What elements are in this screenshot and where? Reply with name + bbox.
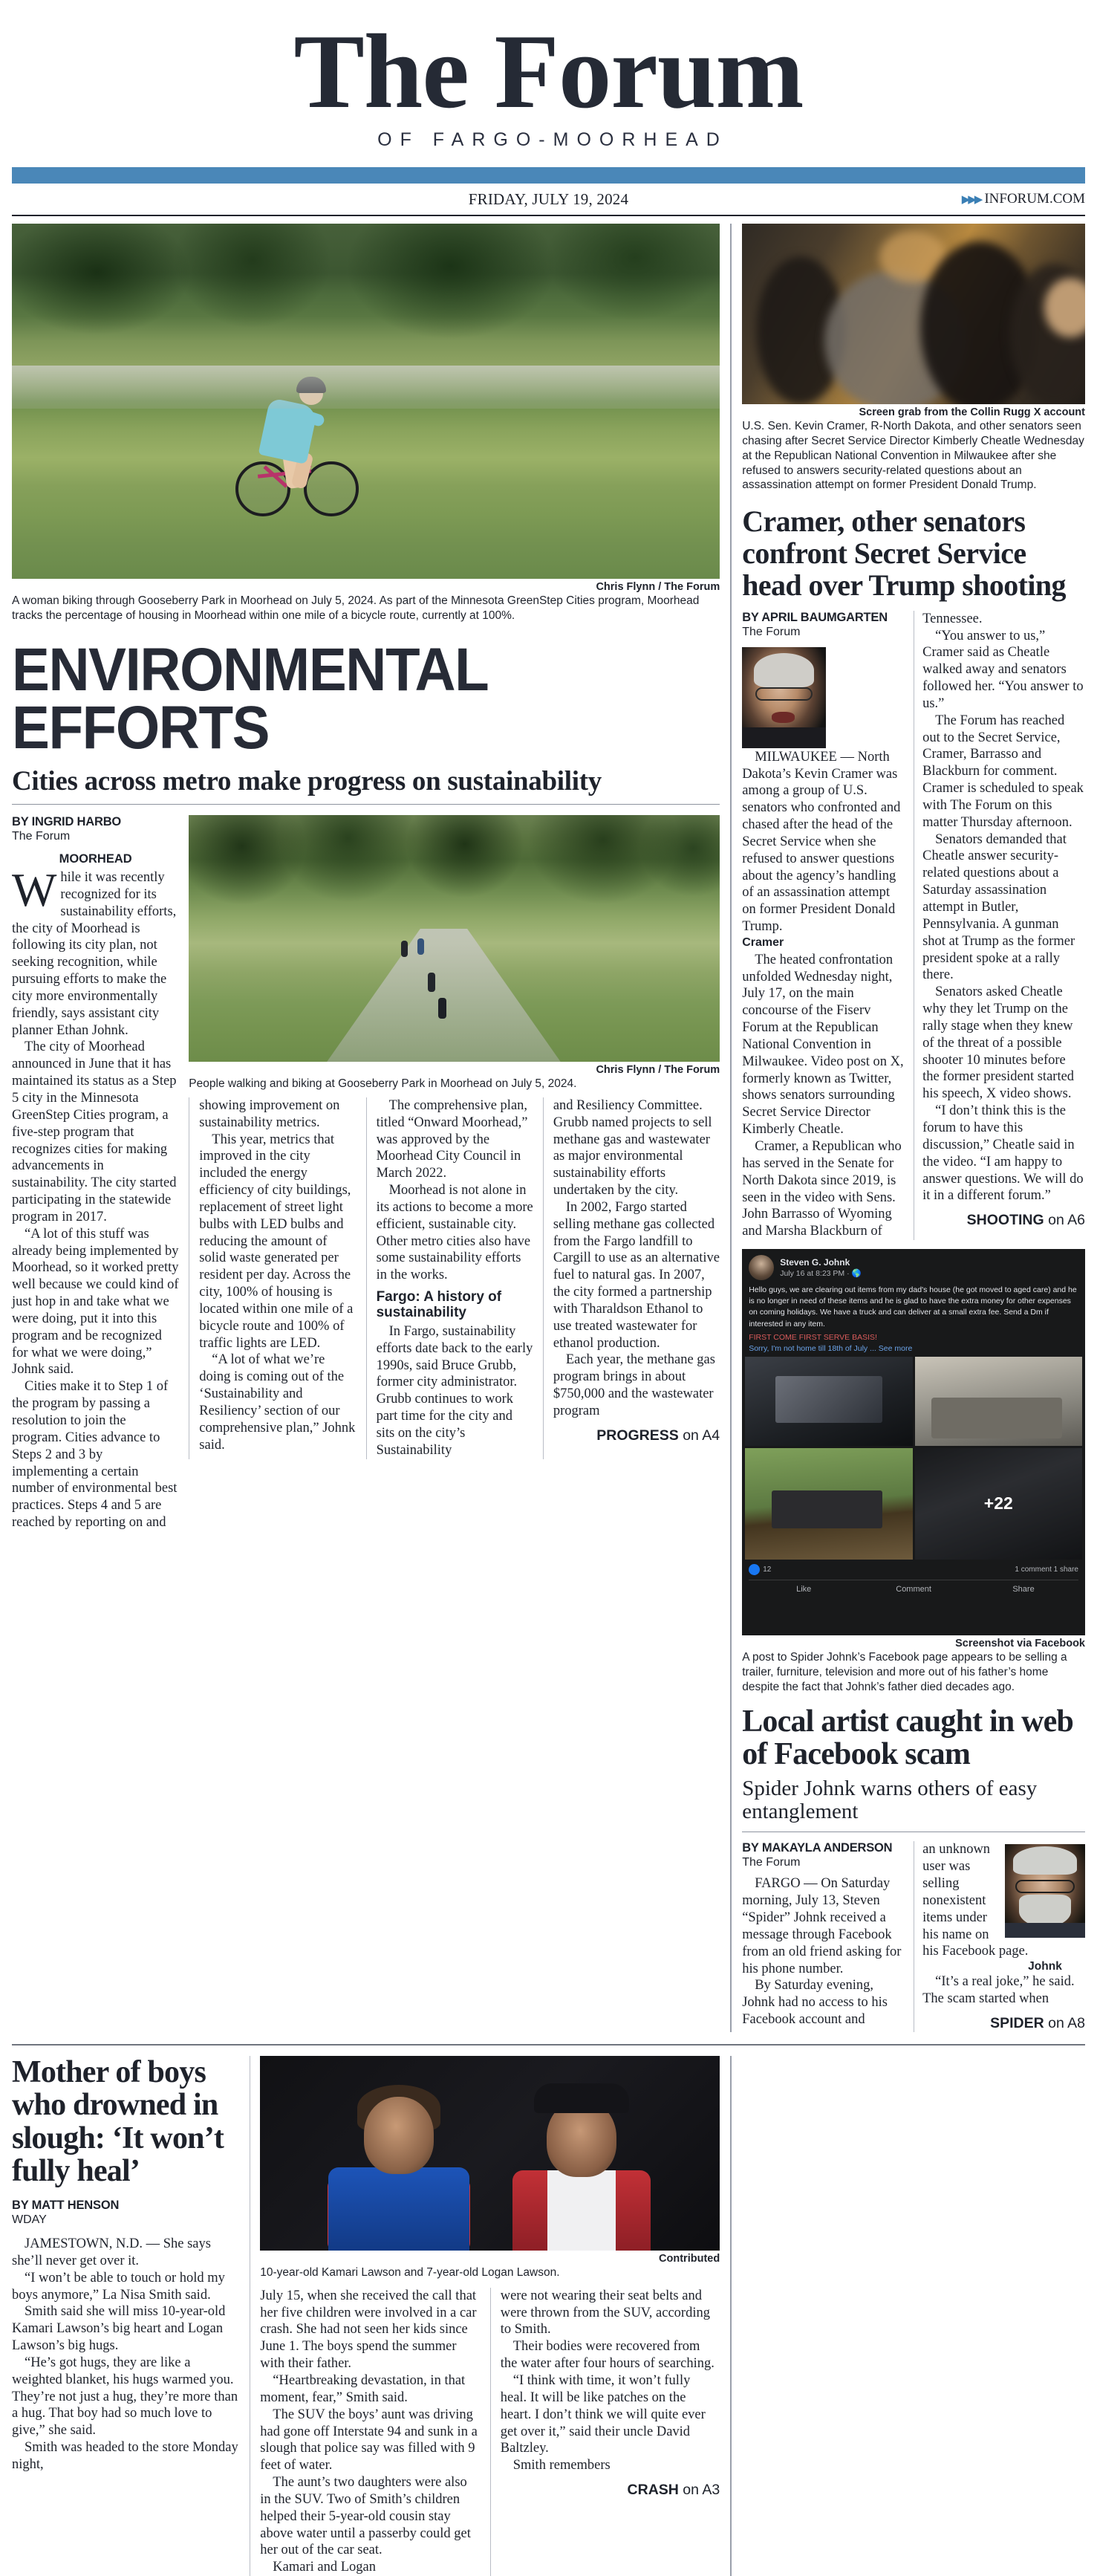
lead-city-subhead: MOORHEAD: [59, 852, 132, 866]
paragraph: By Saturday evening, Johnk had no access to his Facebook account and: [742, 1978, 888, 2028]
facebook-screenshot: [742, 1249, 1085, 1635]
cramer-byline-org: The Forum: [742, 625, 801, 638]
triple-arrow-icon: ▶▶▶: [961, 193, 981, 206]
kids-photo-credit: Contributed: [659, 2252, 720, 2265]
paragraph: JAMESTOWN, N.D. — She says she’ll never get over it.: [12, 2236, 211, 2268]
lead-col-2: [189, 1097, 365, 1459]
facebook-reaction-count: 12: [763, 1565, 772, 1574]
drowning-jump-line[interactable]: [501, 2482, 720, 2499]
drowning-story: [12, 2056, 730, 2576]
paragraph: This year, metrics that improved in the city included the energy efficiency of city buildings, replacement of street light bulbs with LED bulbs and reducing the amount of solid waste generated per resident per day. Across the city, 100% of housing is located within one mile of a bicycle route and 100% of traffic lights are LED.: [199, 1132, 354, 1351]
paragraph: Smith said she will miss 10-year-old Kamari Lawson’s big heart and Logan Lawson’s big hugs.: [12, 2304, 226, 2354]
paragraph: Senators asked Cheatle why they let Trump on the rally stage when they knew of the threat of a possible shooter 10 minutes before the former president started his speech, X video shows.: [922, 984, 1075, 1102]
drowning-headline: Mother of boys who drowned in slough: ‘It won’t fully heal’: [12, 2054, 224, 2189]
paragraph: and Resiliency Committee. Grubb named projects to sell methane gas and wastewater as major environmental sustainability efforts undertaken by the city.: [553, 1097, 712, 1198]
artist-col-2: [914, 1841, 1085, 2032]
paragraph: “He’s got hugs, they are like a weighted blanket, his hugs warmed you. They’re not just a hug, they’re more than a hug. That boy had so much love to give,” she said.: [12, 2355, 238, 2439]
cramer-story: [730, 224, 1085, 2032]
child-figure-kamari: [325, 2083, 473, 2251]
drowning-byline-org: WDAY: [12, 2213, 47, 2226]
paragraph: “Heartbreaking devastation, in that moment, fear,” Smith said.: [260, 2372, 466, 2405]
paragraph: Senators demanded that Cheatle answer security-related questions about a Saturday assassination attempt in Butler, Pennsylvania. A gunman shot at Trump as the former president spoke at a rally there.: [922, 831, 1075, 983]
paragraph: In Fargo, sustainability efforts date back to the early 1990s, said Bruce Grubb, former city administrator. Grubb continues to work part time for the city and sits on the city’s Sustainability: [376, 1323, 533, 1458]
lead-story: [12, 224, 730, 2032]
jump-page: on A3: [678, 2482, 720, 2499]
drowning-byline-name: BY MATT HENSON: [12, 2198, 120, 2212]
artist-byline-org: The Forum: [742, 1856, 801, 1869]
paragraph: “A lot of what we’re doing is coming out of the ‘Sustainability and Resiliency’ section of our comprehensive plan,” Johnk said.: [199, 1352, 356, 1453]
masthead: [12, 0, 1085, 216]
lead-story-columns: [12, 815, 720, 1531]
paragraph: July 15, when she received the call that her five children were involved in a car crash. She had not seen her kids since June 1. The boys spend the summer with their father.: [260, 2288, 477, 2372]
drowning-right-block: [250, 2056, 720, 2576]
lead-byline-org: The Forum: [12, 830, 71, 843]
facebook-photo-1[interactable]: [745, 1357, 912, 1446]
lead-deck: Cities across metro make progress on sustainability: [12, 765, 602, 797]
paragraph-text: MILWAUKEE — North Dakota’s Kevin Cramer was among a group of U.S. senators who confronted and chased after the head of the Secret Service when she refused to answer questions about the agency’s handling of an assassination attempt on former President Donald Trump.: [742, 749, 901, 935]
lead-byline-name: BY INGRID HARBO: [12, 815, 122, 828]
artist-col-1: [742, 1841, 914, 2032]
inline-photo-credit: Chris Flynn / The Forum: [596, 1064, 720, 1076]
paragraph: showing improvement on sustainability metrics.: [199, 1097, 340, 1130]
paragraph: The Forum has reached out to the Secret Service, Cramer, Barrasso and Blackburn for comment. Cramer is scheduled to speak with The Forum on this matter Thursday afternoon.: [922, 713, 1084, 830]
paragraph: Cities make it to Step 1 of the program by passing a resolution to join the program. Cities advance to Steps 2 and 3 by implementing a certain number of environmental best practices. Steps 4 and 5 are reached by reporting on and: [12, 1379, 178, 1531]
facebook-post-note-blue[interactable]: Sorry, I'm not home till 18th of July ... See more: [749, 1343, 913, 1353]
artist-deck: Spider Johnk warns others of easy entanglement: [742, 1776, 1038, 1824]
brand-rule: [12, 167, 1085, 184]
paragraph: Moorhead is not alone in its actions to become a more efficient, sustainable city. Other metro cities also have some sustainability efforts in the works.: [376, 1183, 533, 1283]
paragraph: Their bodies were recovered from the water after four hours of searching.: [500, 2339, 714, 2372]
lead-jump-line[interactable]: [553, 1427, 720, 1444]
paragraph: Tennessee.: [922, 611, 983, 626]
facebook-post-header: [742, 1249, 1085, 1283]
artist-columns: [742, 1841, 1085, 2032]
dateline-bar: [12, 184, 1085, 216]
cramer-jump-line[interactable]: [922, 1212, 1085, 1229]
lead-right-block: [189, 815, 720, 1531]
facebook-avatar: [749, 1255, 774, 1280]
paragraph: The aunt’s two daughters were also in the SUV. Two of Smith’s children helped their 5-year-old cousin stay above water until a passerby could get her out of the car seat.: [260, 2475, 471, 2558]
facebook-photo-2[interactable]: [915, 1357, 1082, 1446]
jump-label: PROGRESS: [596, 1427, 679, 1444]
lead-subhead-fargo: Fargo: A history of sustainability: [376, 1289, 502, 1320]
facebook-like-button[interactable]: Like: [796, 1584, 812, 1594]
paragraph: Each year, the methane gas program brings in about $750,000 and the wastewater program: [553, 1352, 715, 1419]
facebook-share-button[interactable]: Share: [1012, 1584, 1035, 1594]
drowning-head-block: [12, 2056, 250, 2576]
website-link[interactable]: [962, 191, 1085, 207]
facebook-comment-share-count: 1 comment 1 share: [1015, 1565, 1078, 1574]
cramer-headline: Cramer, other senators confront Secret Service head over Trump shooting: [742, 505, 1066, 602]
inline-photo-caption: People walking and biking at Gooseberry Park in Moorhead on July 5, 2024.: [189, 1077, 577, 1090]
publication-date: FRIDAY, JULY 19, 2024: [468, 189, 629, 208]
newspaper-title: The Forum: [293, 13, 804, 130]
lead-col-1-body: [12, 863, 179, 1531]
inline-photo: [189, 815, 720, 1091]
cramer-photo-caption: U.S. Sen. Kevin Cramer, R-North Dakota, and other senators seen chasing after Secret Service Director Kimberly Cheatle Wednesday at the Republican National Convention in Milwaukee after she refused to answers security-related questions about an assassination attempt on former President Donald Trump.: [742, 420, 1084, 492]
drowning-col-2: [260, 2288, 489, 2576]
lead-col-1: [12, 815, 189, 1531]
jump-label: SPIDER: [990, 2014, 1044, 2031]
facebook-photo-grid: [742, 1357, 1085, 1560]
facebook-post-note-red: FIRST COME FIRST SERVE BASIS!: [749, 1332, 877, 1342]
cramer-col-1: [742, 611, 914, 1240]
paragraph: Smith remembers: [512, 2458, 611, 2473]
lead-photo: [12, 224, 720, 579]
cramer-photo: [742, 224, 1085, 404]
lead-col-4: [543, 1097, 720, 1459]
artist-byline-name: BY MAKAYLA ANDERSON: [742, 1841, 893, 1855]
jump-page: on A6: [1044, 1212, 1085, 1229]
cramer-mugshot: [742, 647, 826, 748]
like-icon: [749, 1564, 760, 1575]
facebook-post-body: Hello guys, we are clearing out items from my dad's house (he got moved to aged care) and he is no longer in need of these items and he is glad to have the extra money for other expenses on coming holidays. We have a truck and can deliver at a small extra fee. Send a Dm if interested in any item.: [749, 1285, 1077, 1328]
facebook-timestamp: July 16 at 8:23 PM · 🌎: [780, 1269, 862, 1279]
kids-photo: [260, 2056, 720, 2251]
johnk-mug-caption: Johnk: [1028, 1960, 1062, 1973]
top-section: [12, 224, 1085, 2032]
lead-col-3: [366, 1097, 543, 1459]
paragraph: Smith was headed to the store Monday night,: [12, 2440, 238, 2472]
lead-photo-credit: Chris Flynn / The Forum: [596, 581, 720, 594]
newspaper-subtitle: OF FARGO-MOORHEAD: [377, 129, 728, 151]
facebook-comment-button[interactable]: Comment: [896, 1584, 931, 1594]
facebook-screenshot-caption: A post to Spider Johnk’s Facebook page appears to be selling a trailer, furniture, television and more out of his father’s home despite the fact that Johnk’s father died decades ago.: [742, 1651, 1067, 1693]
paragraph: Kamari and Logan: [273, 2560, 376, 2575]
jump-label: SHOOTING: [966, 1212, 1044, 1229]
paragraph: Cramer, a Republican who has served in the Senate for North Dakota since 2019, is seen in the video with Sens. John Barrasso of Wyoming and Marsha Blackburn of: [742, 1138, 902, 1239]
facebook-author-name: Steven G. Johnk: [780, 1257, 850, 1268]
artist-jump-line[interactable]: [922, 2015, 1085, 2032]
facebook-photo-4[interactable]: [915, 1448, 1082, 1560]
paragraph: “I don’t think this is the forum to have this discussion,” Cheatle said in the video. “I am happy to answer questions. We will do it in a different forum.”: [922, 1103, 1084, 1204]
facebook-photo-3[interactable]: [745, 1448, 912, 1560]
cramer-col-2: [914, 611, 1085, 1240]
drowning-col-3: [490, 2288, 720, 2576]
cyclist-figure: [231, 369, 387, 555]
paragraph: hile it was recently recognized for its sustainability efforts, the city of Moorhead is following its city plan, not seeking recognition, while pursuing efforts to make the city more environmentally friendly, says assistant city planner Ethan Johnk.: [12, 870, 177, 1038]
paragraph: were not wearing their seat belts and were thrown from the SUV, according to Smith.: [500, 2288, 710, 2337]
cramer-mug-caption: Cramer: [742, 935, 784, 949]
globe-icon: 🌎: [851, 1269, 862, 1279]
facebook-reactions-row: [742, 1560, 1085, 1575]
paragraph: “A lot of this stuff was already being implemented by Moorhead, so it worked pretty well because we could kind of just hop in and take what we were doing, put it into this program and be recognized for what we were doing,” Johnk said.: [12, 1226, 179, 1378]
paragraph: FARGO — On Saturday morning, July 13, Steven “Spider” Johnk received a message through Facebook from an old friend asking for his phone number.: [742, 1876, 902, 1976]
paragraph: “You answer to us,” Cramer said as Cheatle walked away and senators followed her. “You answer to us.”: [922, 628, 1084, 711]
bottom-right-spacer: [730, 2056, 1085, 2576]
divider: [12, 804, 720, 805]
website-url-label: INFORUM.COM: [984, 191, 1085, 207]
child-figure-logan: [507, 2083, 656, 2251]
paragraph: The city of Moorhead announced in June that it has maintained its status as a Step 5 city in the Minnesota GreenStep Cities program, a five-step program that recognizes cities for making advancements in sustainability. The city started participating in the statewide program in 2017.: [12, 1039, 177, 1224]
jump-label: CRASH: [627, 2482, 679, 2499]
paragraph: The heated confrontation unfolded Wednesday night, July 17, on the main concourse of the Fiserv Forum at the Republican National Convention in Milwaukee. Video post on X, formerly known as Twitter, shows senators surrounding Secret Service Director Kimberly Cheatle.: [742, 952, 904, 1138]
artist-headline: Local artist caught in web of Facebook scam: [742, 1704, 1074, 1772]
lead-photo-caption: A woman biking through Gooseberry Park in Moorhead on July 5, 2024. As part of the Minnesota GreenStep Cities program, Moorhead tracks the percentage of housing in Moorhead within one mile of a bicycle route, currently at 100%.: [12, 594, 700, 622]
facebook-action-bar: [749, 1580, 1078, 1598]
paragraph: The SUV the boys’ aunt was driving had gone off Interstate 94 and sunk in a slough that police say was filled with 9 feet of water.: [260, 2407, 478, 2473]
jump-page: on A4: [678, 1427, 720, 1444]
bottom-section: [12, 2044, 1085, 2576]
paragraph: The comprehensive plan, titled “Onward Moorhead,” was approved by the Moorhead City Council in March 2022.: [376, 1097, 528, 1181]
paragraph: “I think with time, it won’t fully heal. It will be like patches on the heart. I don’t think we will quite ever get over it,” said their uncle David Baltzley.: [500, 2372, 706, 2456]
facebook-screenshot-credit: Screenshot via Facebook: [955, 1638, 1085, 1650]
kids-photo-caption: 10-year-old Kamari Lawson and 7-year-old Logan Lawson.: [260, 2265, 560, 2279]
cramer-byline-name: BY APRIL BAUMGARTEN: [742, 610, 888, 624]
paragraph: In 2002, Fargo started selling methane gas collected from the Fargo landfill to Cargill to use as an alternative fuel to natural gas. In 2007, the city formed a partnership with Tharaldson Ethanol to use treated wastewater for ethanol production.: [553, 1199, 720, 1351]
paragraph: “It’s a real joke,” he said. The scam started when: [922, 1974, 1075, 2007]
paragraph: [742, 645, 905, 935]
paragraph: an unknown user was selling nonexistent items under his name on his Facebook page.: [922, 1842, 1029, 1959]
paragraph: “I won’t be able to touch or hold my boys anymore,” La Nisa Smith said.: [12, 2270, 225, 2303]
cramer-columns: [742, 611, 1085, 1240]
jump-page: on A8: [1044, 2014, 1085, 2031]
cramer-photo-credit: Screen grab from the Collin Rugg X account: [859, 406, 1085, 419]
johnk-mugshot: [1005, 1844, 1085, 1938]
lead-kicker-headline: ENVIRONMENTAL EFFORTS: [12, 635, 487, 762]
drop-cap: W: [12, 863, 57, 916]
